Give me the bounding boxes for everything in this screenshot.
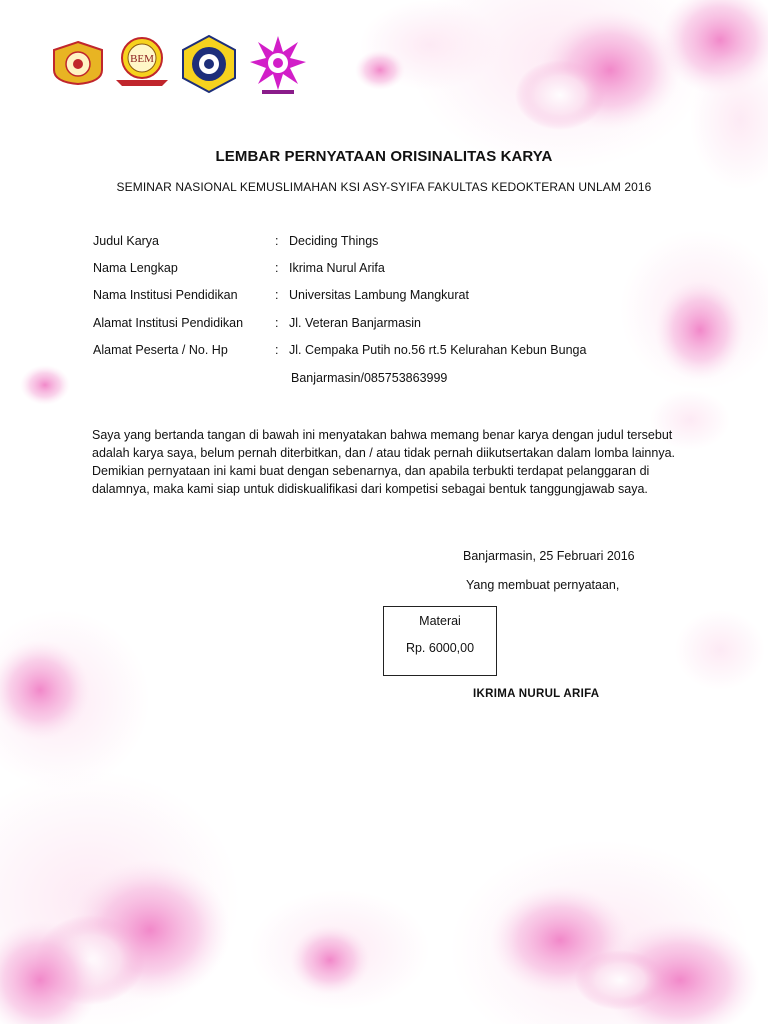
address-continuation: Banjarmasin/085753863999 xyxy=(291,371,448,385)
field-colon: : xyxy=(275,288,279,302)
bem-text: BEM xyxy=(130,53,154,65)
bem-badge-icon xyxy=(112,34,172,90)
field-colon: : xyxy=(275,316,279,330)
hexagon-emblem-icon xyxy=(178,34,240,94)
university-seal-icon xyxy=(50,40,106,86)
pink-star-emblem-icon xyxy=(248,34,308,96)
field-label: Alamat Peserta / No. Hp xyxy=(93,343,228,357)
field-value: Ikrima Nurul Arifa xyxy=(289,261,385,275)
maker-line: Yang membuat pernyataan, xyxy=(466,578,620,592)
materai-box xyxy=(383,606,497,676)
field-colon: : xyxy=(275,343,279,357)
statement-paragraph: Saya yang bertanda tangan di bawah ini menyatakan bahwa memang benar karya dengan judul tersebut adalah karya saya, belum pernah diterbitkan, dan / atau tidak pernah diikutsertakan dalam lomba lainnya. Demikian pernyataan ini kami buat dengan sebenarnya, dan apabila terbukti terdapat pelanggaran di dalamnya, maka kami siap untuk didiskualifikasi dari kompetisi sebagai bentuk tanggungjawab saya. xyxy=(92,428,675,496)
field-label: Alamat Institusi Pendidikan xyxy=(93,316,244,330)
field-colon: : xyxy=(275,261,279,275)
field-label: Nama Institusi Pendidikan xyxy=(93,288,238,302)
signer-name: IKRIMA NURUL ARIFA xyxy=(473,688,600,700)
field-value: Jl. Veteran Banjarmasin xyxy=(289,316,422,330)
materai-label: Materai xyxy=(419,614,461,628)
field-value: Deciding Things xyxy=(289,234,379,248)
document-subtitle: SEMINAR NASIONAL KEMUSLIMAHAN KSI ASY-SYIFA FAKULTAS KEDOKTERAN UNLAM 2016 xyxy=(116,180,652,194)
field-label: Judul Karya xyxy=(93,234,160,248)
document-title: LEMBAR PERNYATAAN ORISINALITAS KARYA xyxy=(215,148,553,165)
place-date: Banjarmasin, 25 Februari 2016 xyxy=(463,549,635,563)
field-colon: : xyxy=(275,234,279,248)
materai-value: Rp. 6000,00 xyxy=(405,641,475,655)
field-label: Nama Lengkap xyxy=(93,261,178,275)
field-value: Universitas Lambung Mangkurat xyxy=(289,288,469,302)
field-value: Jl. Cempaka Putih no.56 rt.5 Kelurahan Kebun Bunga xyxy=(289,343,587,357)
